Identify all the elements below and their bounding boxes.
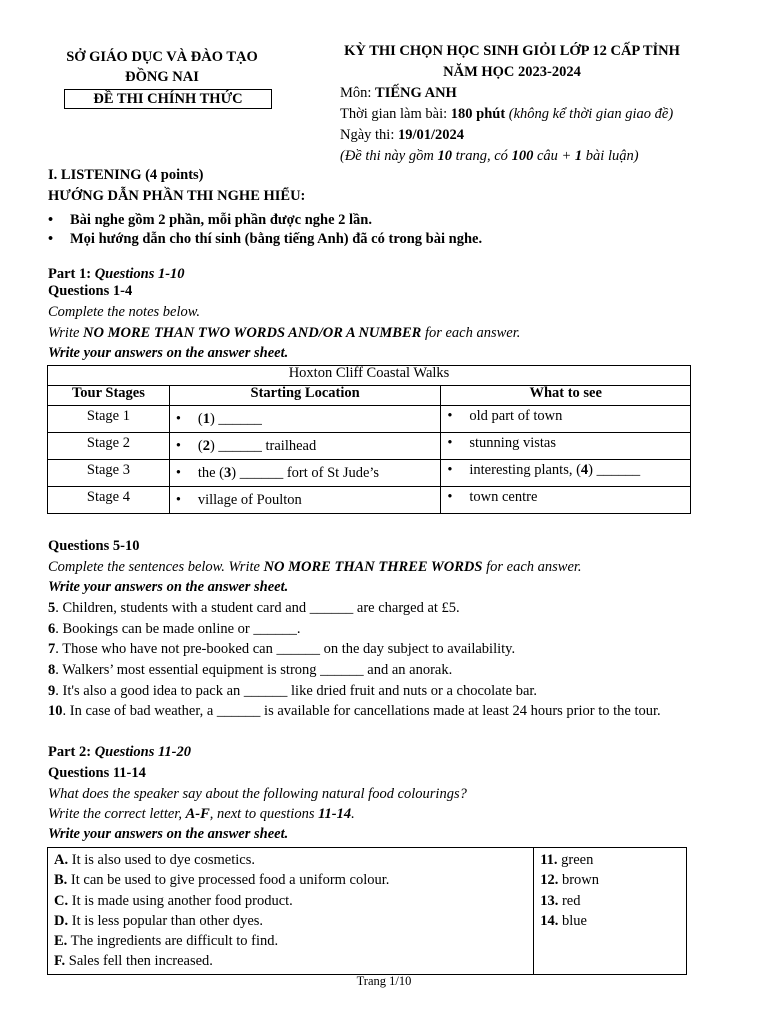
exam-title: KỲ THI CHỌN HỌC SINH GIỎI LỚP 12 CẤP TỈNH [344,43,680,59]
instr-emphasis: A-F [185,806,210,822]
question-text: . Children, students with a student card and ______ are charged at £5. [55,600,460,616]
note-text: trang, có [451,148,512,164]
note-questions: 100 [511,148,534,164]
option-text: It is less popular than other dyes. [68,912,264,929]
instr-emphasis: 11-14 [318,806,352,822]
option-letter: F. [54,953,66,970]
match-item [540,891,680,911]
stage-cell: Stage 2 [48,433,170,460]
table-title: Hoxton Cliff Coastal Walks [48,366,691,386]
instruction [48,807,355,822]
cell-text: ) ______ fort of St Jude’s [231,465,380,481]
instr-emphasis: NO MORE THAN TWO WORDS AND/OR A NUMBER [83,325,422,341]
question-number: 1 [202,411,210,427]
question-text: . Those who have not pre-booked can ______ on the day subject to availability. [55,641,516,657]
question-number: 10 [48,703,63,719]
question-number: 4 [580,462,589,478]
bullet-icon: • [48,212,54,228]
instruction: Write your answers on the answer sheet. [48,826,289,842]
instr-emphasis: NO MORE THAN THREE WORDS [263,559,483,575]
instr-text: for each answer. [421,325,521,341]
match-item [540,911,680,931]
note-text: (Đề thi này gồm [340,148,438,164]
questions-11-14-heading: Questions 11-14 [48,765,146,781]
cell-text: the ( [197,465,225,481]
option-text: The ingredients are difficult to find. [67,933,279,950]
option-letter: D. [54,912,69,929]
part-label: Part 1: [48,266,95,282]
bullet-icon: • [175,492,181,508]
school-year: NĂM HỌC 2023-2024 [443,64,581,80]
question-item [48,601,460,616]
location-cell [169,433,441,460]
question-number: 6 [48,621,56,637]
see-cell [441,406,691,433]
cell-text: ( [197,411,203,427]
note-text: câu + [533,148,575,164]
question-number: 11. [540,852,558,868]
note-essay: 1 [574,148,583,164]
instr-text: for each answer. [482,559,582,575]
column-header: Starting Location [169,386,441,406]
question-number: 12. [540,872,559,889]
question-number: 2 [202,438,210,454]
note-pages: 10 [437,148,452,164]
question-item [48,642,515,657]
province-name: ĐỒNG NAI [125,69,199,85]
bullet-icon: • [447,408,453,424]
cell-text: village of Poulton [197,492,302,508]
guide-item-text: Bài nghe gồm 2 phần, mỗi phần được nghe 2 lần. [70,212,372,228]
duration-note: (không kể thời gian giao đề) [505,106,674,122]
notes-table [47,365,691,514]
question-item [48,684,537,699]
option-item [54,870,527,890]
exam-date-line [340,128,464,143]
stage-cell: Stage 3 [48,460,170,487]
cell-text: old part of town [469,408,563,424]
guide-item [48,232,482,247]
part1-heading [48,267,185,282]
instruction [48,326,520,341]
see-cell [441,487,691,514]
bullet-icon: • [175,438,181,454]
part-range: Questions 11-20 [94,744,191,760]
question-number: 5 [48,600,56,616]
bullet-icon: • [175,411,181,427]
question-number: 7 [48,641,56,657]
guide-item-text: Mọi hướng dẫn cho thí sinh (bằng tiếng Anh) đã có trong bài nghe. [70,231,483,247]
guide-item [48,213,372,228]
page-number: Trang 1/10 [356,974,412,988]
match-item [540,870,680,890]
cell-text: stunning vistas [469,435,556,451]
instr-text: Write [48,325,84,341]
question-number: 9 [48,683,56,699]
bullet-icon: • [447,435,453,451]
part-range: Questions 1-10 [94,266,185,282]
instruction: Complete the notes below. [48,304,200,320]
option-item [54,931,527,951]
instruction [48,560,582,575]
location-cell [169,487,441,514]
part2-heading [48,745,191,760]
guide-title: HƯỚNG DẪN PHẦN THI NGHE HIỂU: [48,188,306,204]
stage-cell: Stage 4 [48,487,170,514]
stage-cell: Stage 1 [48,406,170,433]
bullet-icon: • [175,465,181,481]
bullet-icon: • [447,462,453,478]
bullet-icon: • [447,489,453,505]
questions-5-10-heading: Questions 5-10 [48,538,140,554]
bullet-icon: • [48,231,54,247]
question-number: 8 [48,662,56,678]
instr-text: , next to questions [209,806,319,822]
location-cell [169,460,441,487]
items-cell [534,848,687,975]
option-letter: C. [54,892,69,909]
instr-text: Complete the sentences below. Write [48,559,264,575]
see-cell [441,433,691,460]
cell-text: town centre [469,489,538,505]
column-header: Tour Stages [48,386,170,406]
question-item [48,704,661,719]
cell-text: interesting plants, ( [469,462,581,478]
question-text: . In case of bad weather, a ______ is available for cancellations made at least 24 hours prior to the tour. [62,703,661,719]
instruction: Write your answers on the answer sheet. [48,579,289,595]
page-count-note [340,149,639,164]
questions-1-4-heading: Questions 1-4 [48,283,133,299]
question-item [48,622,301,637]
question-number: 13. [540,892,559,909]
location-cell [169,406,441,433]
item-text: red [558,892,581,909]
option-letter: B. [54,872,68,889]
official-exam-box: ĐỀ THI CHÍNH THỨC [64,89,272,109]
subject-value: TIẾNG ANH [375,85,457,101]
instruction: Write your answers on the answer sheet. [48,345,289,361]
cell-text: ( [197,438,203,454]
exam-date-label: Ngày thi: [340,127,398,143]
note-text: bài luận) [582,148,639,164]
item-text: brown [558,872,599,889]
option-letter: E. [54,933,68,950]
department-name: SỞ GIÁO DỤC VÀ ĐÀO TẠO [66,49,258,65]
option-item [54,850,527,870]
part-label: Part 2: [48,744,95,760]
options-cell [48,848,534,975]
instr-text: Write the correct letter, [48,806,186,822]
subject-label: Môn: [340,85,376,101]
table-row [48,487,691,514]
cell-text: ) ______ [588,462,641,478]
question-number: 14. [540,912,559,929]
question-text: . It's also a good idea to pack an ______ like dried fruit and nuts or a chocolate bar. [55,683,538,699]
option-text: It can be used to give processed food a uniform colour. [67,872,390,889]
question-item [48,663,452,678]
cell-text: ) ______ trailhead [209,438,317,454]
option-item [54,911,527,931]
option-item [54,891,527,911]
match-item [540,850,680,870]
duration-line [340,107,673,122]
option-text: It is made using another food product. [68,892,293,909]
matching-table [47,847,687,975]
subject-line [340,86,457,101]
table-row [48,406,691,433]
option-item [54,951,527,971]
option-text: It is also used to dye cosmetics. [68,852,255,868]
question-text: . Walkers’ most essential equipment is strong ______ and an anorak. [55,662,453,678]
table-row [48,460,691,487]
cell-text: ) ______ [209,411,262,427]
option-text: Sales fell then increased. [65,953,213,970]
question-number: 3 [224,465,232,481]
instruction: What does the speaker say about the following natural food colourings? [48,786,467,802]
duration-label: Thời gian làm bài: [340,106,451,122]
duration-value: 180 phút [450,106,506,122]
item-text: blue [558,912,587,929]
item-text: green [557,852,594,868]
table-row [48,433,691,460]
question-text: . Bookings can be made online or ______. [55,621,301,637]
option-letter: A. [54,852,69,868]
column-header: What to see [441,386,691,406]
see-cell [441,460,691,487]
instr-text: . [351,806,355,822]
section-title: I. LISTENING (4 points) [48,167,204,183]
exam-date-value: 19/01/2024 [398,127,465,143]
